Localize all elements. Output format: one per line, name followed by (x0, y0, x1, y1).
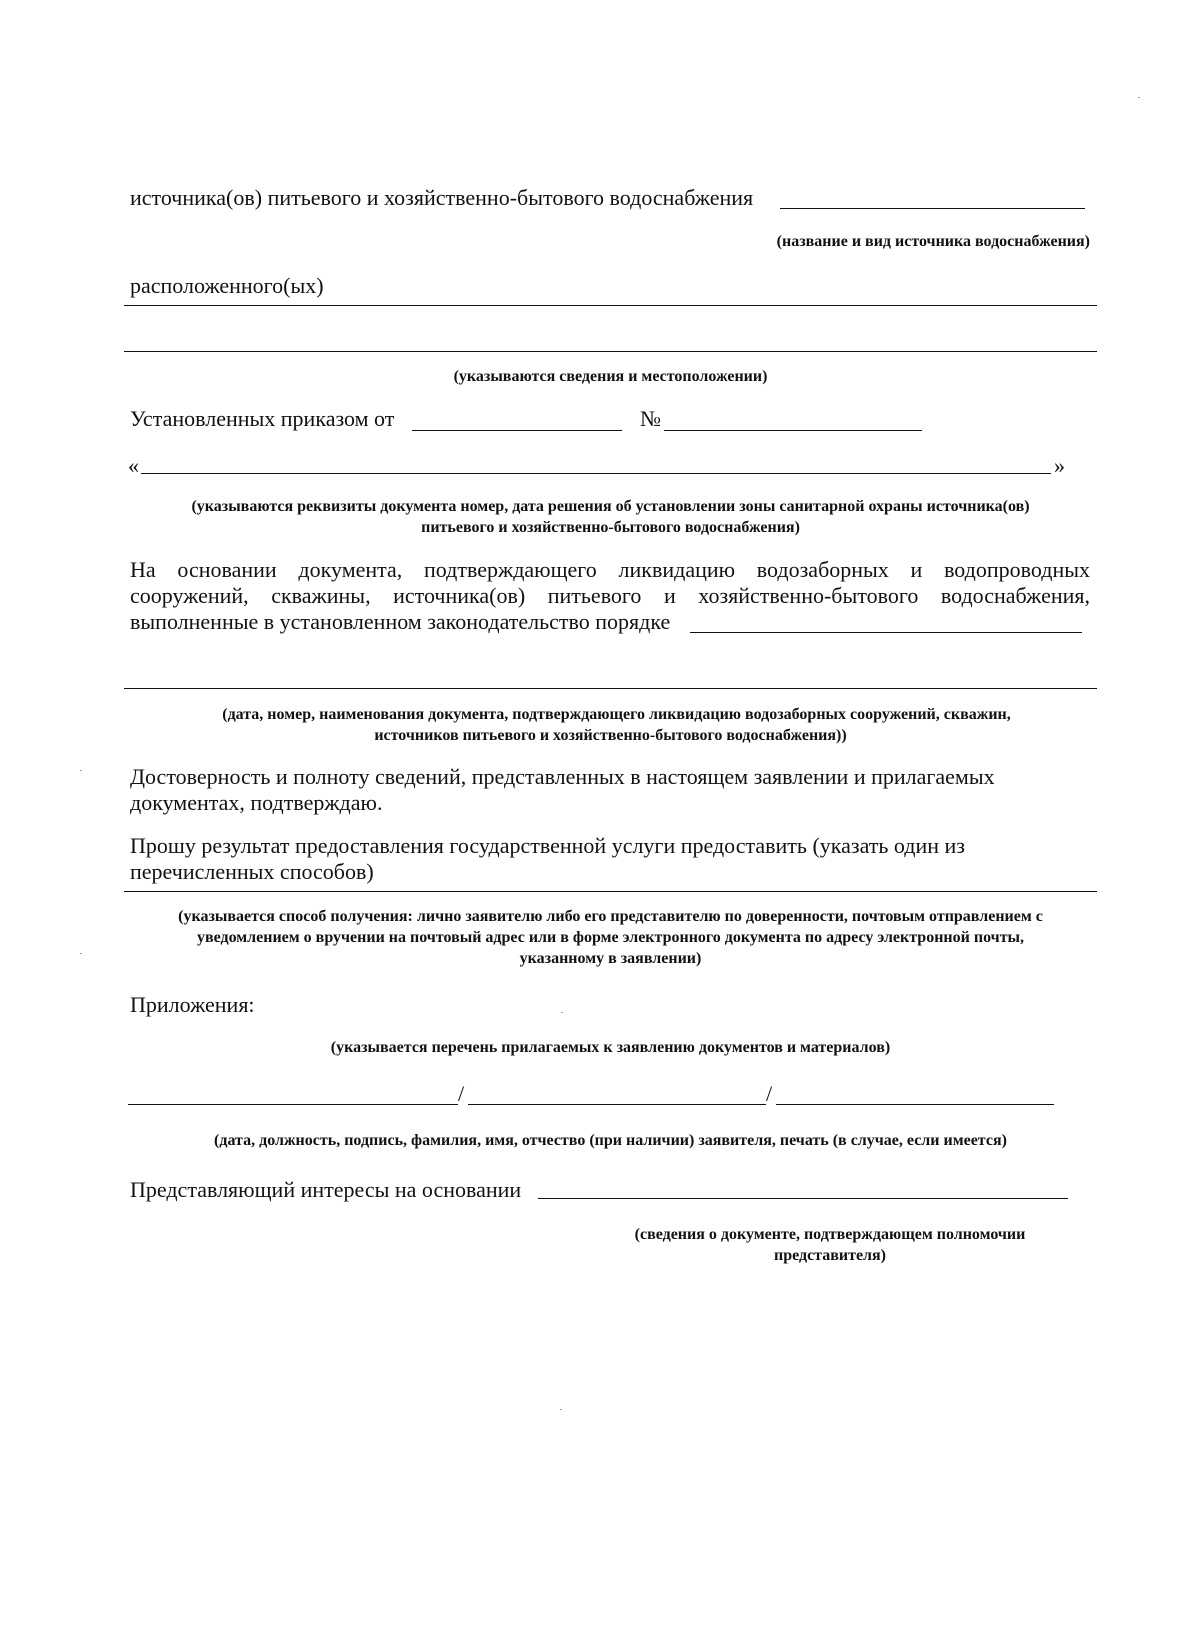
liquidation-caption-line-2: источников питьевого и хозяйственно-бытового водоснабжения)) (374, 727, 847, 744)
basis-line-2: сооружений, скважины, источника(ов) питьевого и хозяйственно-бытового водоснабжения, (130, 583, 1090, 608)
method-caption-line-1: (указывается способ получения: лично заявителю либо его представителю по доверенности, почтовым отправлением с (178, 908, 1043, 925)
located-label: расположенного(ых) (130, 273, 324, 298)
basis-line-3: выполненные в установленном законодательство порядке (130, 609, 671, 634)
scan-speck (80, 953, 82, 954)
liquidation-doc-field-1[interactable] (690, 632, 1082, 633)
method-caption-line-3: указанному в заявлении) (519, 950, 702, 967)
number-sign: № (640, 406, 661, 431)
scan-speck (1138, 97, 1140, 98)
signature-date-position-field[interactable] (128, 1104, 458, 1105)
quote-close: » (1054, 453, 1065, 478)
established-label: Установленных приказом от (130, 406, 395, 431)
attachments-caption: (указывается перечень прилагаемых к заявлению документов и материалов) (330, 1039, 891, 1056)
confirm-line-2: документах, подтверждаю. (130, 790, 383, 815)
source-caption: (название и вид источника водоснабжения) (776, 233, 1090, 250)
basis-line-1: На основании документа, подтверждающего ликвидацию водозаборных и водопроводных (130, 557, 1090, 582)
scan-speck (561, 1012, 563, 1013)
attachments-label: Приложения: (130, 992, 255, 1017)
liquidation-caption-line-1: (дата, номер, наименования документа, подтверждающего ликвидацию водозаборных сооружений, скважин, (222, 706, 1011, 723)
representative-caption-line-2: представителя) (773, 1247, 887, 1264)
location-field-line-1[interactable] (124, 305, 1097, 306)
signature-field[interactable] (468, 1104, 766, 1105)
delivery-method-field[interactable] (124, 891, 1097, 892)
request-line-2: перечисленных способов) (130, 859, 374, 884)
representative-caption-line-1: (сведения о документе, подтверждающем полномочии (634, 1226, 1026, 1243)
requisites-caption-line-2: питьевого и хозяйственно-бытового водоснабжения) (421, 519, 800, 536)
order-number-field[interactable] (664, 430, 922, 431)
representative-label: Представляющий интересы на основании (130, 1177, 522, 1202)
signature-slash-2: / (766, 1081, 773, 1106)
liquidation-doc-field-2[interactable] (124, 688, 1097, 689)
method-caption-line-2: уведомлением о вручении на почтовый адрес или в форме электронного документа по адресу электронной почты, (196, 929, 1025, 946)
location-field-line-2[interactable] (124, 351, 1097, 352)
location-caption: (указываются сведения и местоположении) (453, 368, 768, 385)
requisites-caption-line-1: (указываются реквизиты документа номер, дата решения об установлении зоны санитарной охраны источника(ов) (191, 498, 1030, 515)
request-line-1: Прошу результат предоставления государственной услуги предоставить (указать один из (130, 833, 965, 858)
scan-speck (80, 770, 82, 771)
scan-speck (560, 1409, 562, 1410)
signature-name-field[interactable] (776, 1104, 1054, 1105)
signature-caption: (дата, должность, подпись, фамилия, имя, отчество (при наличии) заявителя, печать (в случае, если имеется) (214, 1132, 1007, 1149)
order-date-field[interactable] (412, 430, 622, 431)
source-line-text: источника(ов) питьевого и хозяйственно-бытового водоснабжения (130, 185, 754, 210)
representative-basis-field[interactable] (538, 1198, 1068, 1199)
confirm-line-1: Достоверность и полноту сведений, представленных в настоящем заявлении и прилагаемых (130, 764, 995, 789)
quote-open: « (128, 453, 139, 478)
order-title-field[interactable] (141, 473, 1051, 474)
signature-slash-1: / (458, 1081, 465, 1106)
source-name-field[interactable] (780, 208, 1085, 209)
